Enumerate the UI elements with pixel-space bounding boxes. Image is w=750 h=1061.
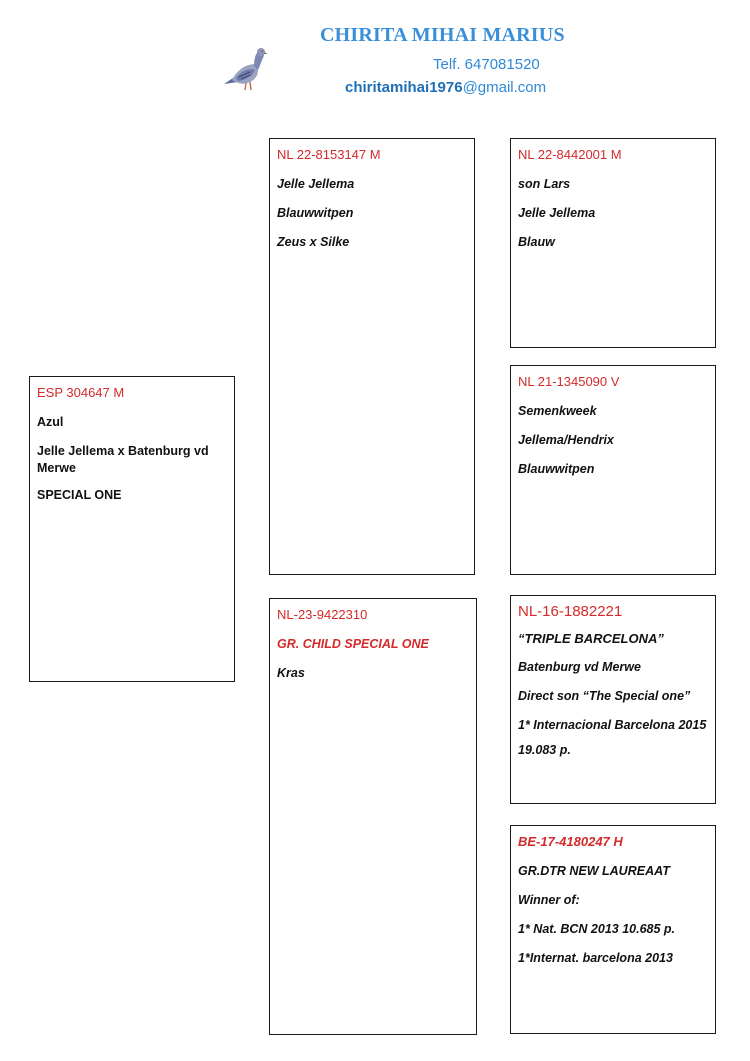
breeder-telephone: Telf. 647081520 [433,56,540,73]
dam-dam-line: 1*Internat. barcelona 2013 [518,951,673,965]
dam-ring-number: NL-23-9422310 [277,607,368,622]
dam-dam-card [510,825,716,1034]
sire-card [269,138,475,575]
sire-sire-card [510,138,716,348]
sire-dam-line: Blauwwitpen [518,462,595,476]
sire-dam-line: Semenkweek [518,404,597,418]
dam-sire-card [510,595,716,804]
pigeon-icon [220,40,270,92]
sire-sire-line: Jelle Jellema [518,206,596,220]
subject-line: SPECIAL ONE [37,488,122,502]
sire-ring-number: NL 22-8153147 M [277,147,381,162]
breeder-name: CHIRITA MIHAI MARIUS [320,24,565,46]
dam-sire-line: Direct son “The Special one” [518,689,691,703]
breeder-email [345,79,546,96]
dam-dam-line: GR.DTR NEW LAUREAAT [518,864,670,878]
dam-card [269,598,477,1035]
sire-dam-line: Jellema/Hendrix [518,433,614,447]
dam-dam-ring-number: BE-17-4180247 H [518,834,623,849]
dam-sire-ring-number: NL-16-1882221 [518,603,623,620]
dam-sire-line: Batenburg vd Merwe [518,660,641,674]
header [0,0,750,110]
sire-sire-line: son Lars [518,177,571,191]
subject-ring-number: ESP 304647 M [37,385,125,400]
subject-card [29,376,235,682]
sire-line: Blauwwitpen [277,206,354,220]
dam-dam-line: 1* Nat. BCN 2013 10.685 p. [518,922,676,936]
sire-line: Zeus x Silke [277,235,350,249]
email-user: chiritamihai1976 [345,79,463,96]
sire-dam-card [510,365,716,575]
subject-line: Jelle Jellema x Batenburg vd Merwe [37,444,209,475]
dam-dam-line: Winner of: [518,893,580,907]
subject-line: Azul [37,415,64,429]
dam-sire-line: “TRIPLE BARCELONA” [518,631,664,646]
email-domain: @gmail.com [462,79,547,96]
dam-line: Kras [277,666,305,680]
dam-sire-line: 1* Internacional Barcelona 2015 [518,718,707,732]
dam-line: GR. CHILD SPECIAL ONE [277,637,429,651]
dam-sire-line: 19.083 p. [518,743,571,757]
sire-sire-ring-number: NL 22-8442001 M [518,147,622,162]
sire-dam-ring-number: NL 21-1345090 V [518,374,620,389]
sire-sire-line: Blauw [518,235,555,249]
sire-line: Jelle Jellema [277,177,355,191]
